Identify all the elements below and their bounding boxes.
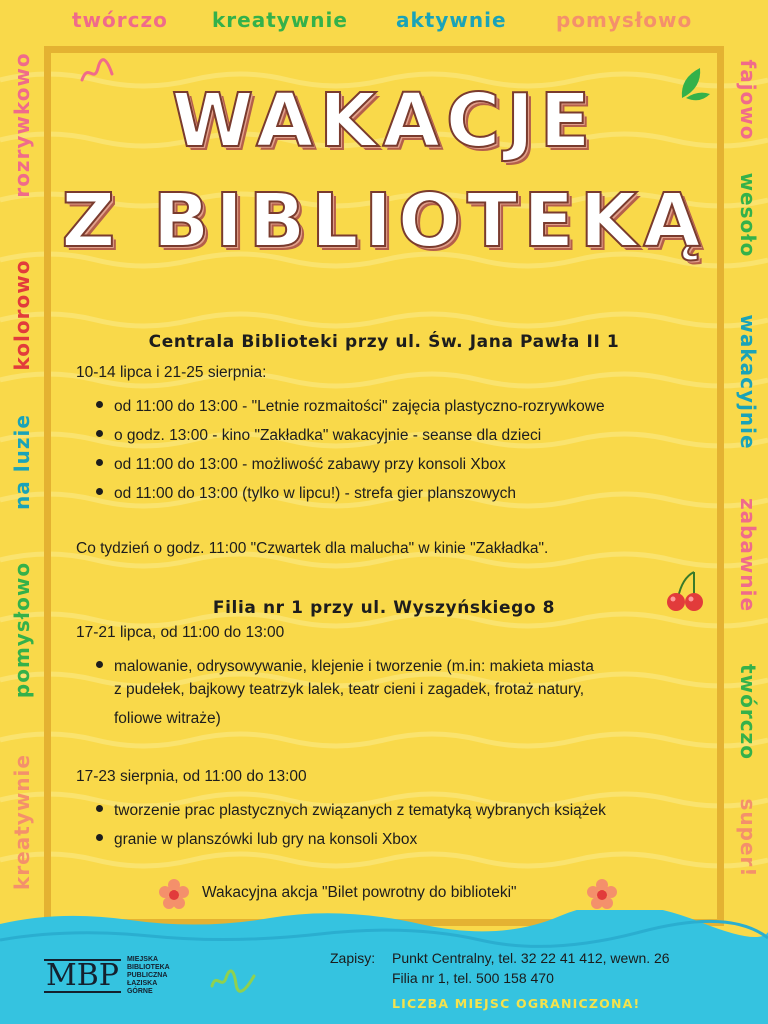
deco-top-2: kreatywnie bbox=[212, 8, 348, 32]
central-dates: 10-14 lipca i 21-25 sierpnia: bbox=[76, 364, 267, 381]
deco-right-5: twórczo bbox=[736, 664, 760, 760]
deco-left-3: na luzie bbox=[10, 414, 34, 510]
logo-mark: MBP bbox=[46, 958, 119, 993]
deco-right-6: super! bbox=[736, 798, 760, 878]
flower-icon bbox=[158, 878, 190, 910]
list-item: od 11:00 do 13:00 (tylko w lipcu!) - strefa gier planszowych bbox=[96, 479, 605, 508]
title-line-1: WAKACJE bbox=[171, 78, 597, 164]
central-heading: Centrala Biblioteki przy ul. Św. Jana Pawła II 1 bbox=[148, 332, 620, 352]
list-item: od 11:00 do 13:00 - możliwość zabawy przy konsoli Xbox bbox=[96, 450, 605, 479]
filia-july-cont-1: z pudełek, bajkowy teatrzyk lalek, teatr cieni i zagadek, frotaż natury, bbox=[114, 681, 585, 698]
flower-icon bbox=[586, 878, 618, 910]
deco-left-2: kolorowo bbox=[10, 259, 34, 371]
logo-line: ŁAZISKA bbox=[126, 980, 158, 987]
deco-top-4: pomysłowo bbox=[556, 8, 693, 32]
filia-heading: Filia nr 1 przy ul. Wyszyńskiego 8 bbox=[212, 598, 556, 618]
filia-aug-dates: 17-23 sierpnia, od 11:00 do 13:00 bbox=[76, 768, 307, 785]
filia-july-dates: 17-21 lipca, od 11:00 do 13:00 bbox=[76, 624, 285, 641]
logo-line: PUBLICZNA bbox=[126, 972, 168, 979]
deco-right-1: fajowo bbox=[736, 59, 760, 141]
limit-notice: LICZBA MIEJSC OGRANICZONA! bbox=[392, 996, 641, 1011]
deco-right-3: wakacyjnie bbox=[736, 314, 760, 450]
logo-line: GÓRNE bbox=[126, 988, 153, 995]
deco-left-1: rozrywkowo bbox=[10, 52, 34, 198]
filia-aug-list bbox=[96, 796, 606, 854]
logo-line: BIBLIOTEKA bbox=[126, 964, 170, 971]
logo-text bbox=[127, 956, 170, 996]
action-note: Wakacyjna akcja "Bilet powrotny do biblioteki" bbox=[202, 884, 517, 901]
filia-july-list bbox=[96, 652, 594, 681]
deco-top-1: twórczo bbox=[72, 8, 168, 32]
contact-label: Zapisy: bbox=[330, 950, 376, 966]
deco-right-2: wesoło bbox=[736, 172, 760, 258]
contact-line-2: Filia nr 1, tel. 500 158 470 bbox=[392, 970, 554, 986]
list-item: o godz. 13:00 - kino "Zakładka" wakacyjnie - seanse dla dzieci bbox=[96, 421, 605, 450]
deco-right-4: zabawnie bbox=[736, 497, 760, 613]
deco-left-4: pomysłowo bbox=[10, 561, 34, 699]
deco-top-3: aktywnie bbox=[396, 8, 507, 32]
swirl-icon bbox=[210, 966, 256, 996]
central-list bbox=[96, 392, 605, 508]
deco-left-5: kreatywnie bbox=[10, 754, 34, 890]
list-item: granie w planszówki lub gry na konsoli Xbox bbox=[96, 825, 606, 854]
list-item: od 11:00 do 13:00 - "Letnie rozmaitości" zajęcia plastyczno-rozrywkowe bbox=[96, 392, 605, 421]
filia-july-cont-2: foliowe witraże) bbox=[114, 710, 221, 727]
weekly-note: Co tydzień o godz. 11:00 "Czwartek dla malucha" w kinie "Zakładka". bbox=[76, 540, 549, 557]
list-item: tworzenie prac plastycznych związanych z tematyką wybranych książek bbox=[96, 796, 606, 825]
contact-line-1: Punkt Centralny, tel. 32 22 41 412, wewn. 26 bbox=[392, 950, 670, 966]
title-line-2: Z BIBLIOTEKĄ bbox=[61, 178, 707, 264]
logo-line: MIEJSKA bbox=[126, 956, 159, 963]
list-item: malowanie, odrysowywanie, klejenie i tworzenie (m.in: makieta miasta bbox=[96, 652, 594, 681]
library-logo bbox=[44, 956, 170, 996]
